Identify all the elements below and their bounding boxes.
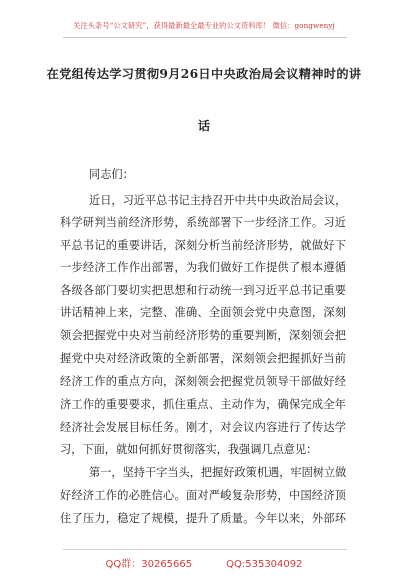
footer-qq-group: QQ群：30265665 — [105, 559, 193, 570]
body-line: 领会把握党中央对当前经济形势的重要判断，深刻领会把 — [60, 329, 346, 342]
body-line: 讲话精神上来，完整、准确、全面领会党中央意图，深刻 — [60, 306, 346, 319]
body-line: 好经济工作的必胜信心。面对严峻复杂形势，中国经济顶 — [60, 489, 346, 502]
body-line: 近日，习近平总书记主持召开中共中央政治局会议， — [89, 194, 346, 207]
body-line: 科学研判当前经济形势，系统部署下一步经济工作。习近 — [60, 216, 346, 229]
body-line: 经济工作的重点方向，深刻领会把握党员领导干部做好经 — [60, 375, 346, 388]
salutation: 同志们： — [89, 168, 134, 181]
body-line: 平总书记的重要讲话，深刻分析当前经济形势，就做好下 — [60, 239, 346, 252]
body-line: 各级各部门要切实把思想和行动统一到习近平总书记重要 — [60, 284, 346, 297]
document-title-line-2: 话 — [197, 119, 211, 133]
footer-qq: QQ:535304092 — [226, 559, 303, 570]
body-line: 住了压力，稳定了规模，提升了质量。今年以来，外部环 — [60, 512, 346, 525]
footer — [0, 555, 408, 570]
body-line: 经济社会发展目标任务。刚才，对会议内容进行了传达学 — [60, 421, 346, 434]
footer-divider — [63, 549, 347, 550]
header-divider — [63, 37, 347, 38]
body-line: 济工作的重要要求，抓住重点、主动作为，确保完成全年 — [60, 398, 346, 411]
header-banner: 关注头条号“公文研究”，获得最新最全最专业的公文资料库！ 微信：gongwenyj — [73, 21, 335, 30]
body-line: 第一，坚持干字当头，把握好政策机遇，牢固树立做 — [89, 466, 346, 479]
body-line: 一步经济工作作出部署，为我们做好工作提供了根本遵循 — [60, 261, 346, 274]
body-line: 握党中央对经济政策的全新部署，深刻领会把握抓好当前 — [60, 352, 346, 365]
body-line: 习，下面，就如何抓好贯彻落实，我强调几点意见： — [60, 443, 318, 456]
document-title-line-1: 在党组传达学习贯彻9月26日中央政治局会议精神时的讲 — [46, 67, 362, 81]
